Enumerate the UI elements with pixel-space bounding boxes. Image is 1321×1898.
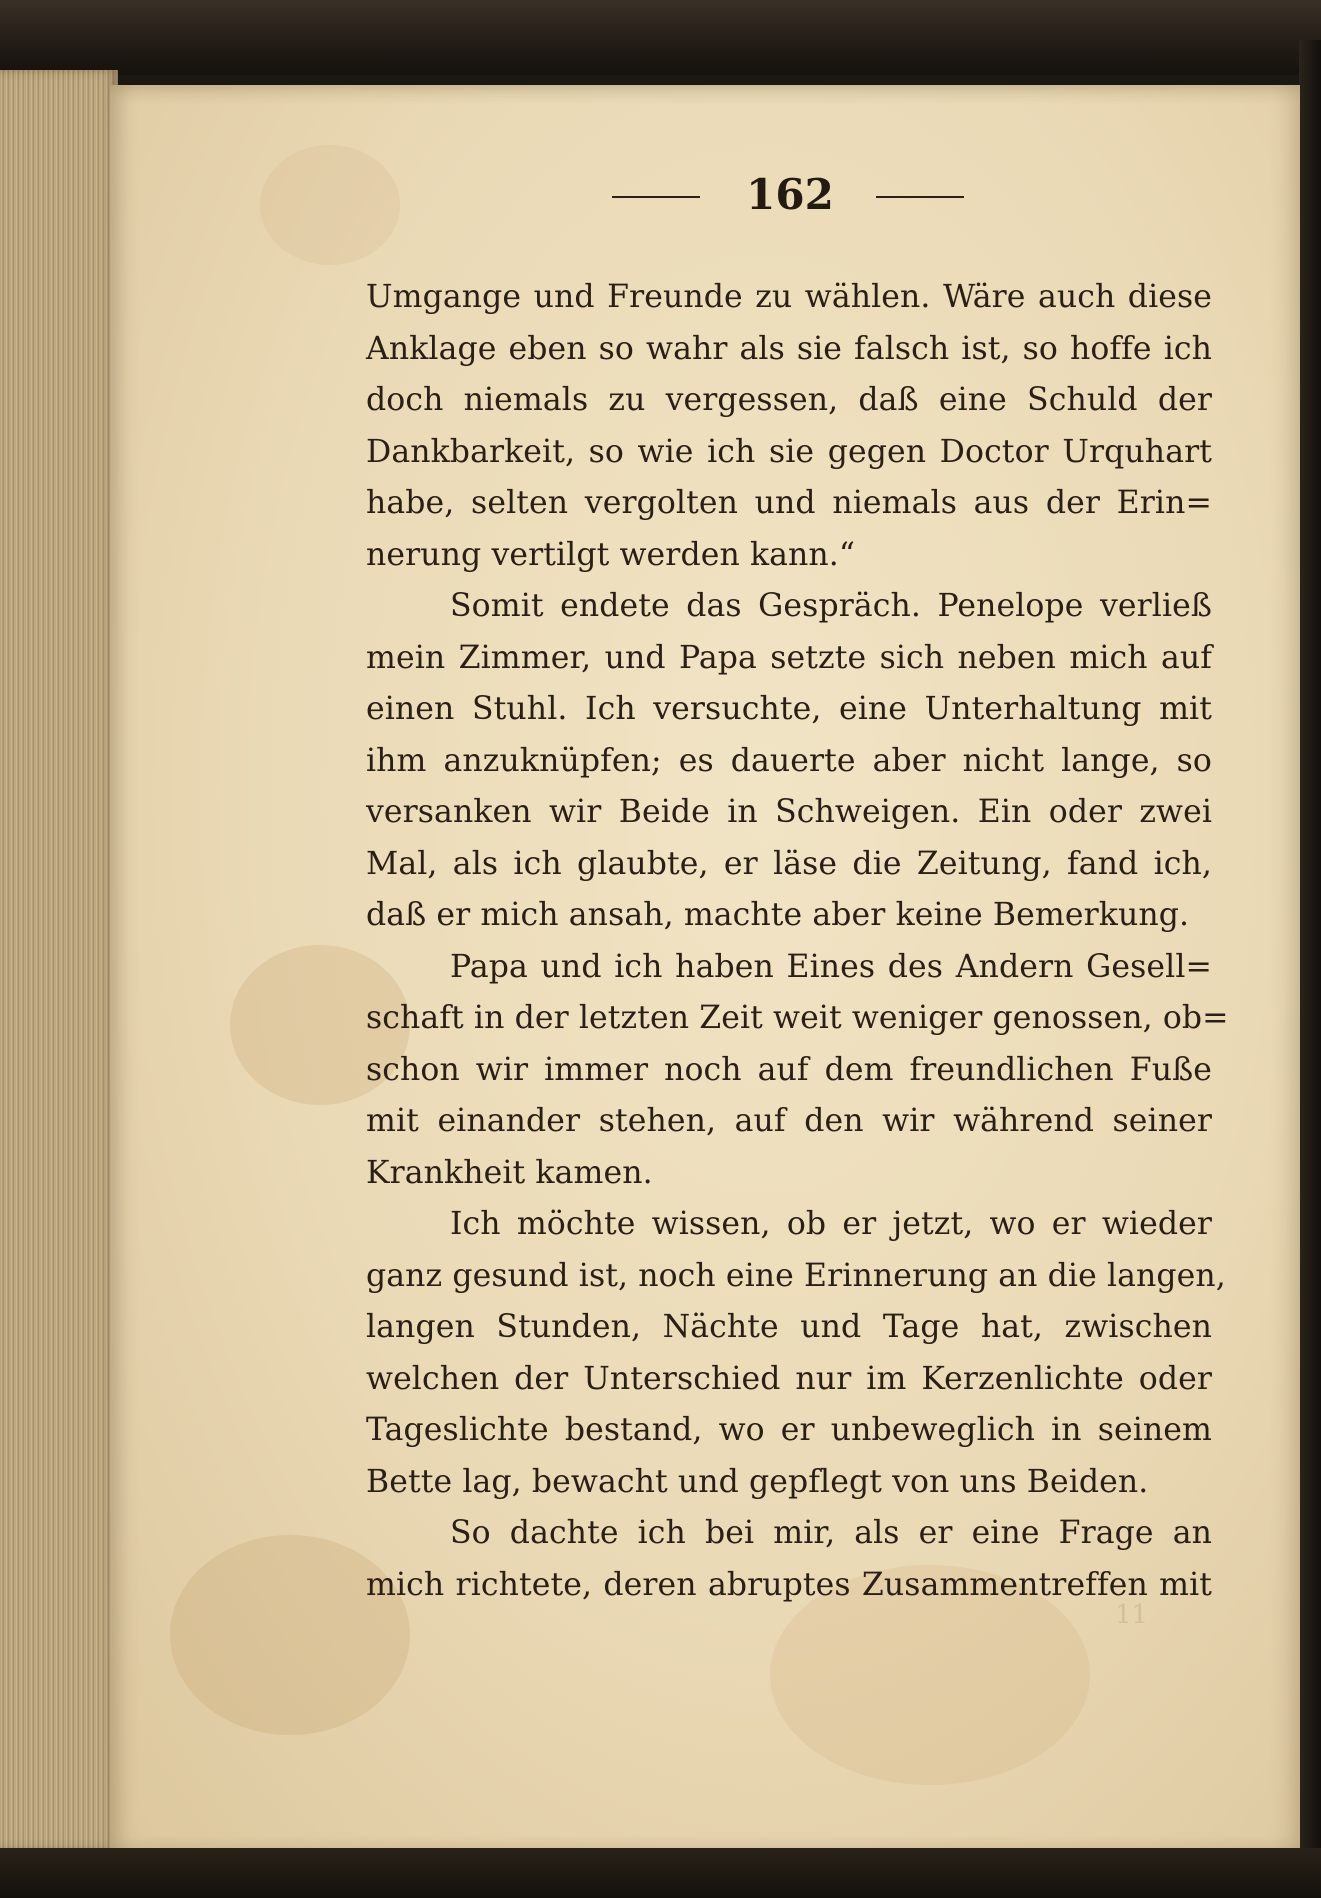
header-rule-left [612, 196, 700, 198]
body-text [366, 272, 1229, 1611]
text-line: langen Stunden, Nächte und Tage hat, zwischen [366, 1309, 1212, 1345]
book-cover-top [0, 0, 1321, 75]
text-line: Anklage eben so wahr als sie falsch ist, so hoffe ich [366, 330, 1212, 367]
text-line: mein Zimmer, und Papa setzte sich neben mich auf [366, 639, 1212, 676]
text-line: schon wir immer noch auf dem freundlichen Fuße [366, 1051, 1212, 1088]
text-line: So dachte ich bei mir, als er eine Frage an [450, 1515, 1212, 1551]
page-number: 162 [746, 170, 834, 219]
text-line: Tageslichte bestand, wo er unbeweglich in seinem [366, 1412, 1212, 1448]
text-line: mich richtete, deren abruptes Zusammentreffen mit [366, 1566, 1212, 1603]
text-line: ihm anzuknüpfen; es dauerte aber nicht lange, so [366, 742, 1212, 779]
text-line: einen Stuhl. Ich versuchte, eine Unterhaltung mit [366, 691, 1212, 727]
header-rule-right [876, 196, 964, 198]
text-line: Umgange und Freunde zu wählen. Wäre auch diese [366, 279, 1212, 315]
text-line: schaft in der letzten Zeit weit weniger genossen, ob= [366, 1000, 1229, 1036]
page-signature: 11 [1115, 1600, 1149, 1630]
text-line: habe, selten vergolten und niemals aus der Erin= [366, 485, 1212, 521]
text-line: Ich möchte wissen, ob er jetzt, wo er wieder [450, 1206, 1212, 1242]
text-line: doch niemals zu vergessen, daß eine Schuld der [366, 382, 1212, 418]
text-line: nerung vertilgt werden kann.“ [366, 536, 856, 573]
text-line: mit einander stehen, auf den wir während seiner [366, 1103, 1212, 1139]
book-cover-bottom [0, 1848, 1321, 1898]
book-cover-right [1299, 40, 1321, 1898]
text-line: Krankheit kamen. [366, 1154, 653, 1191]
text-line: daß er mich ansah, machte aber keine Bemerkung. [366, 897, 1190, 933]
text-line: versanken wir Beide in Schweigen. Ein oder zwei [366, 794, 1212, 830]
paper-stain [260, 145, 400, 265]
text-line: ganz gesund ist, noch eine Erinnerung an die langen, [366, 1257, 1226, 1294]
text-line: Mal, als ich glaubte, er läse die Zeitung, fand ich, [366, 845, 1212, 882]
text-line: Papa und ich haben Eines des Andern Gesell= [450, 948, 1212, 985]
text-line: Somit endete das Gespräch. Penelope verließ [450, 588, 1212, 624]
text-line: Dankbarkeit, so wie ich sie gegen Doctor Urquhart [366, 433, 1212, 470]
text-line: welchen der Unterschied nur im Kerzenlichte oder [366, 1360, 1212, 1397]
text-line: Bette lag, bewacht und gepflegt von uns Beiden. [366, 1463, 1149, 1500]
page-edges [0, 70, 118, 1850]
